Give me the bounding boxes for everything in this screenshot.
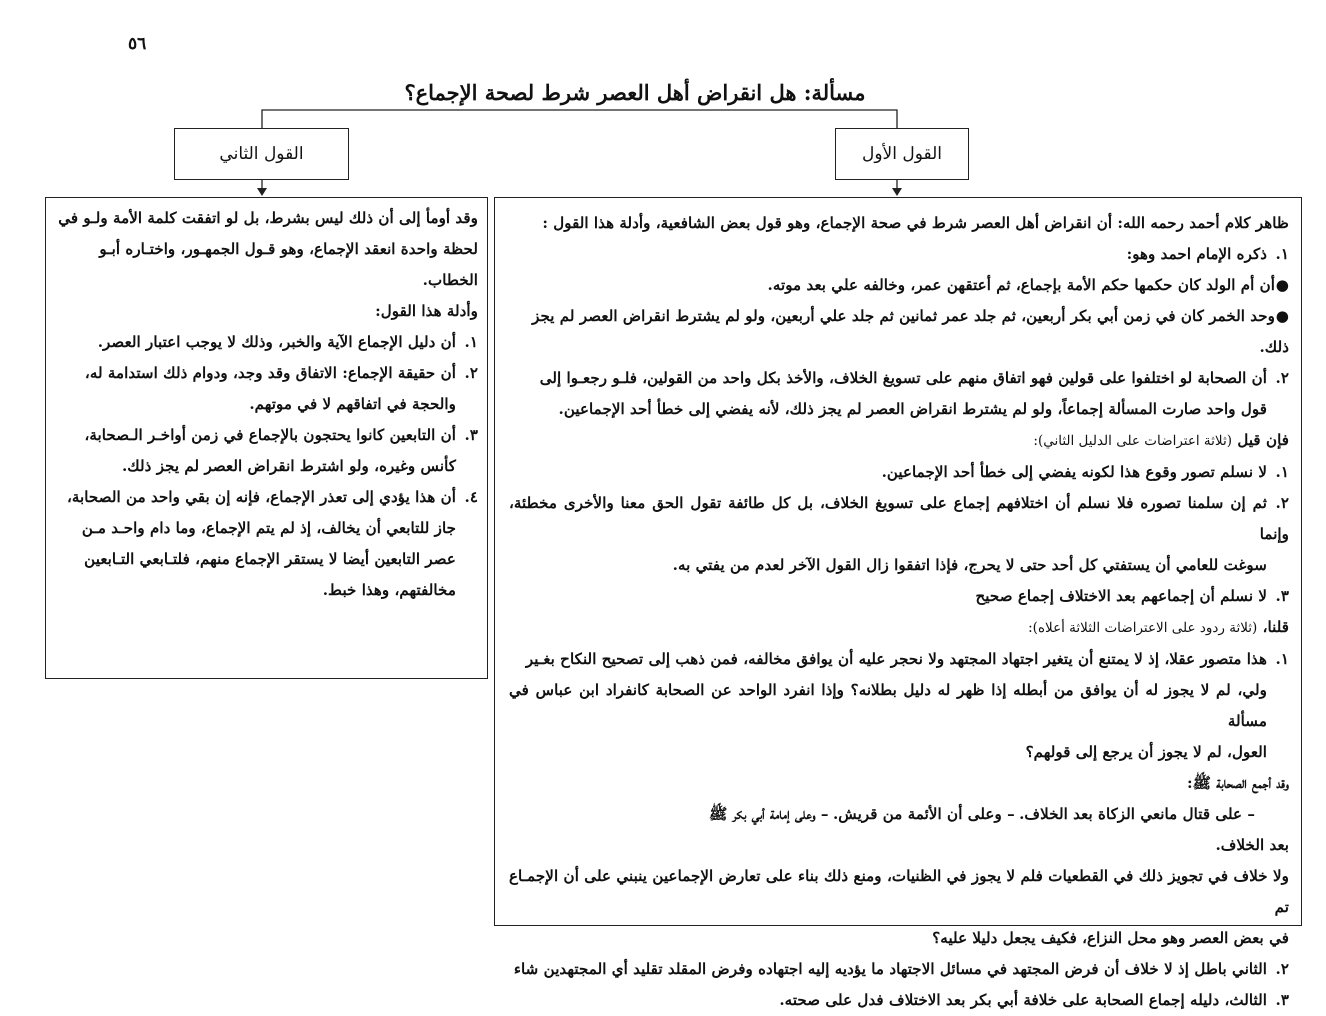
second-proof-2-text-b: والحجة في اتفاقهم لا في موتهم. [249,395,456,413]
proof-2 [509,363,1289,394]
title-text: هل انقراض أهل العصر شرط لصحة الإجماع؟ [404,80,797,105]
objection-1-num: ١. [1275,463,1289,481]
connector-bracket [262,110,897,128]
second-proof-1-text: أن دليل الإجماع الآية والخبر، وذلك لا يوجب اعتبار العصر. [97,333,456,351]
reply-1-text-b: ولي، لم لا يجوز له أن يوافق من أبطله إذا ظهر له دليل بطلانه؟ وإذا انفرد الواحد عن الصحابة كانفراد ابن عباس في مسألة [509,681,1267,730]
proof-2-text-a: أن الصحابة لو اختلفوا على قولين فهو اتفاق منهم على تسويغ الخلاف، والأخذ بكل واحد من القولين، فلـو رجعـوا إلى [539,369,1267,387]
reply-1-num: ١. [1275,650,1289,668]
second-proof-4-text-d: مخالفتهم، وهذا خبط. [322,581,456,599]
second-proof-2-text-a: أن حقيقة الإجماع: الاتفاق وقد وجد، ودوام ذلك استدامة له، [84,364,456,382]
reply-3-num: ٣. [1275,991,1289,1009]
proof-1-num: ١. [1275,245,1289,263]
bullet-item [509,301,1289,363]
objection-2 [509,488,1289,550]
bullet-icon: ● [1275,307,1289,325]
panel-first-opinion [494,197,1302,1009]
second-proof-4-cont2 [56,544,478,575]
label-first-text: القول الأول [861,144,943,164]
proof-1 [509,239,1289,270]
label-second-opinion [174,128,349,180]
objection-2-text-b: سوغت للعامي أن يستفتي كل أحد حتى لا يحرج، فإذا اتفقوا زال القول الآخر لعدم من يفتي به. [672,556,1267,574]
title-prefix: مسألة: [803,80,866,105]
second-evidence-heading: وأدلة هذا القول: [375,302,478,320]
second-proof-4-cont3 [56,575,478,606]
consensus-list [509,799,1289,830]
consensus-item-2: – وعلى أن الأئمة من قريش. [832,805,1015,823]
second-proof-4 [56,482,478,513]
objection-3-num: ٣. [1275,587,1289,605]
reply-3 [509,985,1289,1016]
objection-3-text: لا نسلم أن إجماعهم بعد الاختلاف إجماع صحيح [975,587,1267,605]
second-proof-3 [56,420,478,451]
panel-second-opinion [45,197,488,679]
objections-heading [509,425,1289,457]
objection-2-cont [509,550,1289,581]
second-line-1: وقد أومأ إلى أن ذلك ليس بشرط، بل لو اتفقت كلمة الأمة ولـو في [58,209,478,227]
after-dispute: بعد الخلاف. [1215,836,1289,854]
replies-heading [509,612,1289,644]
consensus-intro: وقد أجمع الصحابة ﷺ: [1186,774,1289,792]
second-line-2: لحظة واحدة انعقد الإجماع، وهو قـول الجمهـور، واختـاره أبـو [99,240,478,258]
second-proof-2-cont [56,389,478,420]
objections-lead: فإن قيل [1237,431,1289,449]
page-number: ٥٦ [128,34,147,54]
consensus-item-3: – وعلى إمامة أبي بكر ﷺ [709,805,829,823]
arrow-first-icon [892,188,902,196]
second-proof-4-text-c: عصر التابعين أيضا لا يستقر الإجماع منهم، فلتـابعي التـابعين [84,550,456,568]
second-proof-3-cont [56,451,478,482]
conclusion-line-2: في بعض العصر وهو محل النزاع، فكيف يجعل دليلا عليه؟ [932,929,1289,947]
reply-1-text-c: العول، لم لا يجوز أن يرجع إلى قولهم؟ [1025,743,1267,761]
second-proof-4-cont [56,513,478,544]
second-proof-3-text-a: أن التابعين كانوا يحتجون بالإجماع في زمن أواخـر الـصحابة، [84,426,456,444]
consensus-item-1: – على قتال مانعي الزكاة بعد الخلاف. [1019,805,1255,823]
second-line-3: الخطاب. [422,271,478,289]
proof-2-cont [509,394,1289,425]
reply-1-cont2 [509,737,1289,768]
objections-note: (ثلاثة اعتراضات على الدليل الثاني): [1033,433,1233,449]
replies-lead: قلنا، [1262,618,1289,636]
objection-2-num: ٢. [1275,494,1289,512]
conclusion-line-1: ولا خلاف في تجويز ذلك في القطعيات فلم لا يجوز في الظنيات، ومنع ذلك بناء على تعارض الإجماعين ينبني على أن الإجمـاع تم [509,867,1289,916]
reply-3-text: الثالث، دليله إجماع الصحابة على خلافة أبي بكر بعد الاختلاف فدل على صحته. [779,991,1267,1009]
proof-2-text-b: قول واحد صارت المسألة إجماعاً، ولو لم يشترط انقراض العصر لم يجز ذلك، لأنه يفضي إلى خطأ أحد الإجماعين. [558,400,1267,418]
objection-2-text-a: ثم إن سلمنا تصوره فلا نسلم أن اختلافهم إجماع على تسويغ الخلاف، بل كل طائفة تقول الحق معنا والأخرى مخطئة، وإنما [509,494,1289,543]
second-proof-2-num: ٢. [464,364,478,382]
reply-2-text: الثاني باطل إذ لا خلاف أن فرض المجتهد في مسائل الاجتهاد ما يؤديه إليه اجتهاده وفرض المقلد تقليد أي المجتهدين شاء [513,960,1267,978]
bullet-1-text: أن أم الولد كان حكمها حكم الأمة بإجماع، ثم أعتقهن عمر، وخالفه علي بعد موته. [767,276,1275,294]
second-proof-4-text-a: أن هذا يؤدي إلى تعذر الإجماع، فإنه إن بقي واحد من الصحابة، [67,488,456,506]
bullet-2-text: وحد الخمر كان في زمن أبي بكر أربعين، ثم جلد عمر ثمانين ثم جلد علي أربعين، ولو لم يشترط انقراض العصر لم يجز ذلك. [532,307,1289,356]
label-first-opinion [835,128,969,180]
second-proof-4-num: ٤. [464,488,478,506]
reply-1-cont [509,675,1289,737]
objection-1-text: لا نسلم تصور وقوع هذا لكونه يفضي إلى خطأ أحد الإجماعين. [881,463,1267,481]
second-proof-2 [56,358,478,389]
objection-1 [509,457,1289,488]
second-proof-1-num: ١. [464,333,478,351]
second-proof-3-num: ٣. [464,426,478,444]
second-proof-4-text-b: جاز للتابعي أن يخالف، إذ لم يتم الإجماع، وما دام واحـد مـن [81,519,456,537]
reply-2-num: ٢. [1275,960,1289,978]
bullet-item [509,270,1289,301]
second-proof-1 [56,327,478,358]
replies-note: (ثلاثة ردود على الاعتراضات الثلاثة أعلاه): [1028,620,1258,636]
intro-text: ظاهر كلام أحمد رحمه الله: أن انقراض أهل العصر شرط في صحة الإجماع، وهو قول بعض الشافعية، وأدلة هذا القول : [542,214,1289,232]
reply-1 [509,644,1289,675]
objection-3 [509,581,1289,612]
second-proof-3-text-b: كأنس وغيره، ولو اشترط انقراض العصر لم يجز ذلك. [121,457,456,475]
proof-1-text: ذكره الإمام احمد وهو: [1126,245,1267,263]
reply-1-text-a: هذا متصور عقلا، إذ لا يمتنع أن يتغير اجتهاد المجتهد ولا نحجر عليه أن يوافق مخالفه، فمن ذهب إلى تصحيح النكاح بغـير [525,650,1267,668]
bullet-icon: ● [1275,276,1289,294]
proof-2-num: ٢. [1275,369,1289,387]
arrow-second-icon [257,188,267,196]
label-second-text: القول الثاني [219,144,304,164]
reply-2 [509,954,1289,985]
